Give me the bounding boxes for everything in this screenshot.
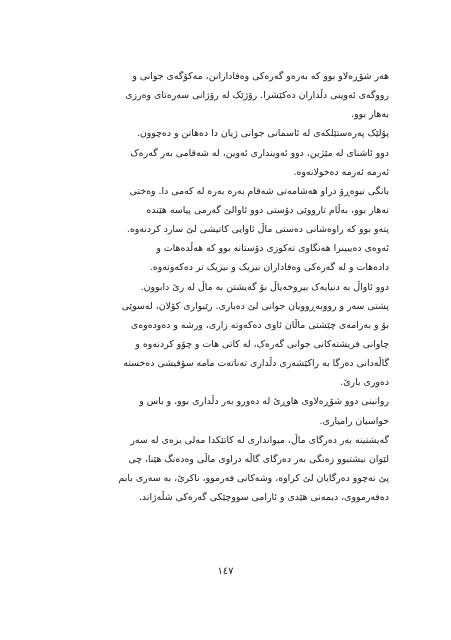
text-line: ئەوەی دەیبینرا هەنگاوی تەکوزی دۆستانە بوو کە هەڵدەهات و — [156, 243, 389, 255]
text-line: رووگەی ئەوینی دڵداران دەکێشرا. رۆژێک لە رۆژانی سەرەتای وەرزی — [125, 90, 389, 102]
text-line: بانگی نیوەڕۆ دراو هەشامەتی شەقام بەرە بەرە لە کەمی دا. وەختی — [129, 185, 389, 197]
text-line: نەهار بوو، بەڵام تارووێی دۆستی دوو ئاوالێ گەرمی پیاسە هێندە — [146, 204, 389, 216]
page-number: ١٤٧ — [217, 566, 234, 577]
text-line: دوو ئاشنای لە مێژین، دوو ئەویندارى ئەوین، لە شەقامی بەر گەرەک — [130, 147, 389, 159]
text-line: پۆلێک پەرەستێلکەی لە ئاسمانی جوانی ژیان دا دەهاتن و دەچوون. — [136, 128, 389, 140]
text-line: هەر شۆڕەلاو بوو کە بەرەو گەرەکی وەفادارانن، مەکۆگەی جوانی و — [132, 71, 389, 82]
text-line: گەیشتینە بەر دەرگای ماڵ، میوانداری لە کاتێکدا مەلی بزەی لە سەر — [130, 434, 389, 446]
text-line: چاوانی فریشتەکانی جوانی گەرەک، لە کاتی هات و چۆو کردنەوە و — [135, 338, 389, 350]
text-line: دەفەرمووی، دیمەنی هێدی و ئارامی سووچێکی گەرەکی شڵەژاند. — [138, 492, 389, 504]
text-line: روانینی دوو شۆڕەلاوی هاوڕێ لە دەورو بەر دڵداری بوو، و باس و — [139, 396, 389, 408]
text-line: دوو ئاواڵ بە دنیایەک بیروخەیاڵ بۆ گەیشتن بە ماڵ لە رێ دابوون. — [140, 281, 389, 293]
text-line: پێ نەچوو دەرگایان لێ کراوە، وشەکانی فەرموو، ناکرێ، بە سەری بابم — [118, 472, 389, 484]
text-line: بەهار بوو. — [351, 109, 389, 121]
text-line: دەوری بارێ. — [340, 377, 389, 389]
text-line: گاڵەدانی دەرگا بە راکێشەری دڵداری تەناتەت مامە سۆفیشی دەخستە — [123, 358, 389, 370]
text-line: پتەو بوو کە راوەشانی دەستی ماڵ ئاوایی کاتیشی لێ سارد کردنەوە. — [126, 224, 389, 236]
text-line: لێوان نیشتبوو زەنگی بەر دەرگای گاڵە دراوی ماڵی وەدەنگ هێنا، چی — [128, 453, 389, 465]
text-line: بۆ و بەرامەی چێشتی ماڵان ئاوی دەکەوتە زاری، ورشە و دەودەوەی — [130, 319, 389, 331]
text-line: دادەهات و لە گەرەکی وەفاداران نیزیک و نیزیک تر دەکەوتەوە. — [149, 262, 389, 274]
text-line: ئەرمە ئەرمە دەخولانەوە. — [293, 166, 389, 178]
body-text — [62, 67, 389, 507]
text-line: پشتی سەر و رووبەڕوویان جوانی لێ دەباری. رێبواری کۆلان، لەسوێی — [121, 300, 389, 312]
text-line: خواسیان رامیاری. — [319, 415, 389, 427]
